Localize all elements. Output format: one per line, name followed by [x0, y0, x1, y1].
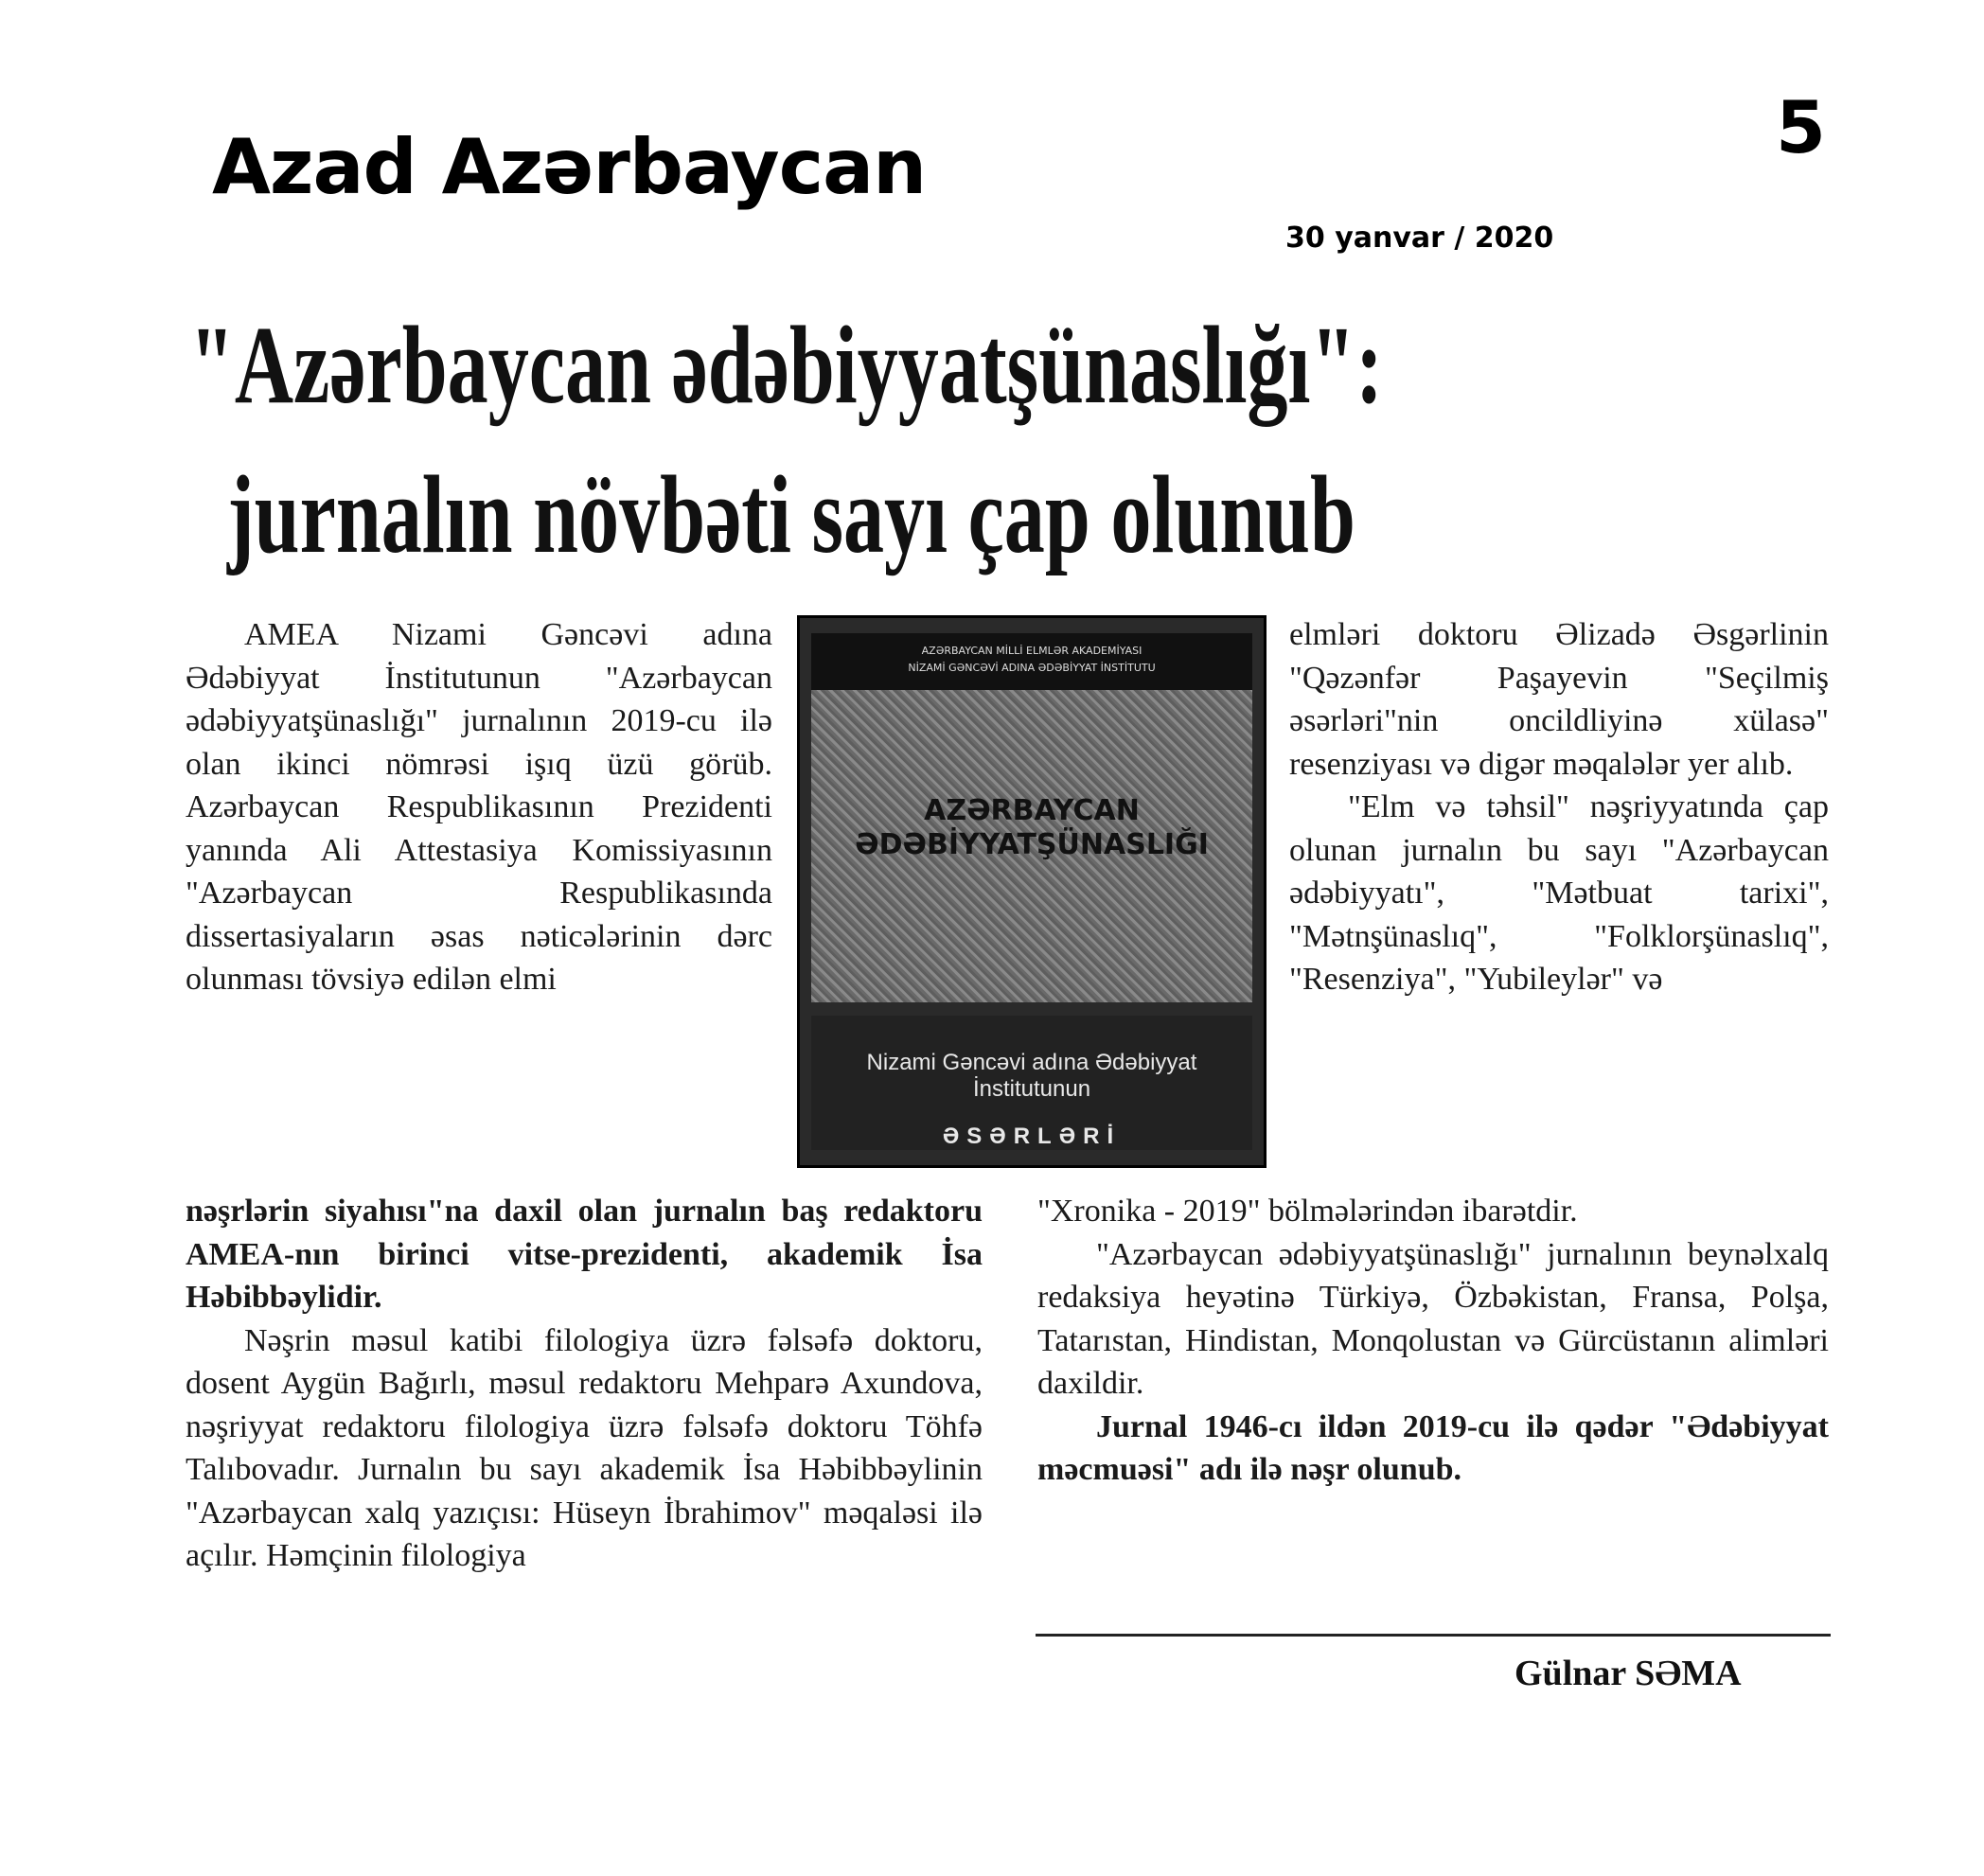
- journal-cover-image: [797, 615, 1267, 1168]
- cover-pattern: [811, 690, 1252, 1002]
- cover-footer: [811, 1016, 1252, 1150]
- article-paragraph: AMEA Nizami Gəncəvi adına Ədəbiyyat İnstitutunun "Azərbaycan ədəbiyyatşünaslığı" jurnalının 2019-cu ilə olan ikinci nömrəsi işıq üzü görüb. Azərbaycan Respublikasının Prezidenti yanında Ali Attestasiya Komissiyasının "Azərbaycan Respublikasında dissertasiyaların əsas nəticələrinin dərc olunması tövsiyə edilən elmi: [186, 617, 772, 997]
- article-column-2-lower: [1037, 1190, 1829, 1492]
- author-divider: [1036, 1634, 1831, 1637]
- headline-line-2: jurnalın növbəti sayı çap olunub: [227, 452, 1355, 576]
- article-paragraph: Nəşrin məsul katibi filologiya üzrə fəlsəfə doktoru, dosent Aygün Bağırlı, məsul redaktoru Mehparə Axundova, nəşriyyat redaktoru filologiya üzrə fəlsəfə doktoru Töhfə Talıbovadır. Jurnalın bu sayı akademik İsa Həbibbəylinin "Azərbaycan xalq yazıçısı: Hüseyn İbrahimov" məqaləsi ilə açılır. Həmçinin filologiya: [186, 1322, 983, 1573]
- article-author: Gülnar SƏMA: [1515, 1654, 1742, 1693]
- cover-header: [811, 633, 1252, 690]
- cover-title: [811, 794, 1252, 862]
- cover-subtitle: Nizami Gəncəvi adına Ədəbiyyat İnstitutunun: [866, 1050, 1197, 1102]
- article-paragraph: "Elm və təhsil" nəşriyyatında çap olunan jurnalın bu sayı "Azərbaycan ədəbiyyatı", "Mətbuat tarixi", "Mətnşünaslıq", "Folklorşünaslıq", "Resenziya", "Yubileylər" və: [1289, 789, 1829, 997]
- cover-bottom-title: ƏSƏRLƏRİ: [942, 1124, 1122, 1149]
- article-paragraph: "Azərbaycan ədəbiyyatşünaslığı" jurnalının beynəlxalq redaksiya heyətinə Türkiyə, Özbəkistan, Fransa, Polşa, Tatarıstan, Hindistan, Monqolustan və Gürcüstanın alimləri daxildir.: [1037, 1236, 1829, 1401]
- article-paragraph: nəşrlərin siyahısı"na daxil olan jurnalın baş redaktoru AMEA-nın birinci vitse-prezidenti, akademik İsa Həbibbəylidir.: [186, 1194, 983, 1315]
- cover-title-line: AZƏRBAYCAN: [924, 794, 1140, 827]
- cover-header-line: NİZAMİ GƏNCƏVİ ADINA ƏDƏBİYYAT İNSTİTUTU: [908, 662, 1156, 674]
- article-column-2: [1289, 613, 1829, 1001]
- newspaper-masthead: Azad Azərbaycan: [212, 123, 927, 211]
- headline-line-1: "Azərbaycan ədəbiyyatşünaslığı":: [189, 303, 1383, 427]
- article-paragraph: elmləri doktoru Əlizadə Əsgərlinin "Qəzənfər Paşayevin "Seçilmiş əsərləri"nin oncildliyinə xülasə" resenziyası və digər məqalələr yer alıb.: [1289, 617, 1829, 782]
- article-column-1: [186, 613, 772, 1001]
- article-paragraph: "Xronika - 2019" bölmələrindən ibarətdir.: [1037, 1194, 1578, 1229]
- page-number: 5: [1776, 85, 1826, 169]
- article-paragraph-bold: Jurnal 1946-cı ildən 2019-cu ilə qədər "Ədəbiyyat məcmuəsi" adı ilə nəşr olunub.: [1037, 1408, 1829, 1487]
- cover-title-line: ƏDƏBİYYATŞÜNASLIĞI: [855, 828, 1209, 861]
- publication-date: 30 yanvar / 2020: [1285, 221, 1554, 255]
- cover-header-line: AZƏRBAYCAN MİLLİ ELMLƏR AKADEMİYASI: [921, 645, 1143, 657]
- article-column-1-lower: [186, 1190, 983, 1578]
